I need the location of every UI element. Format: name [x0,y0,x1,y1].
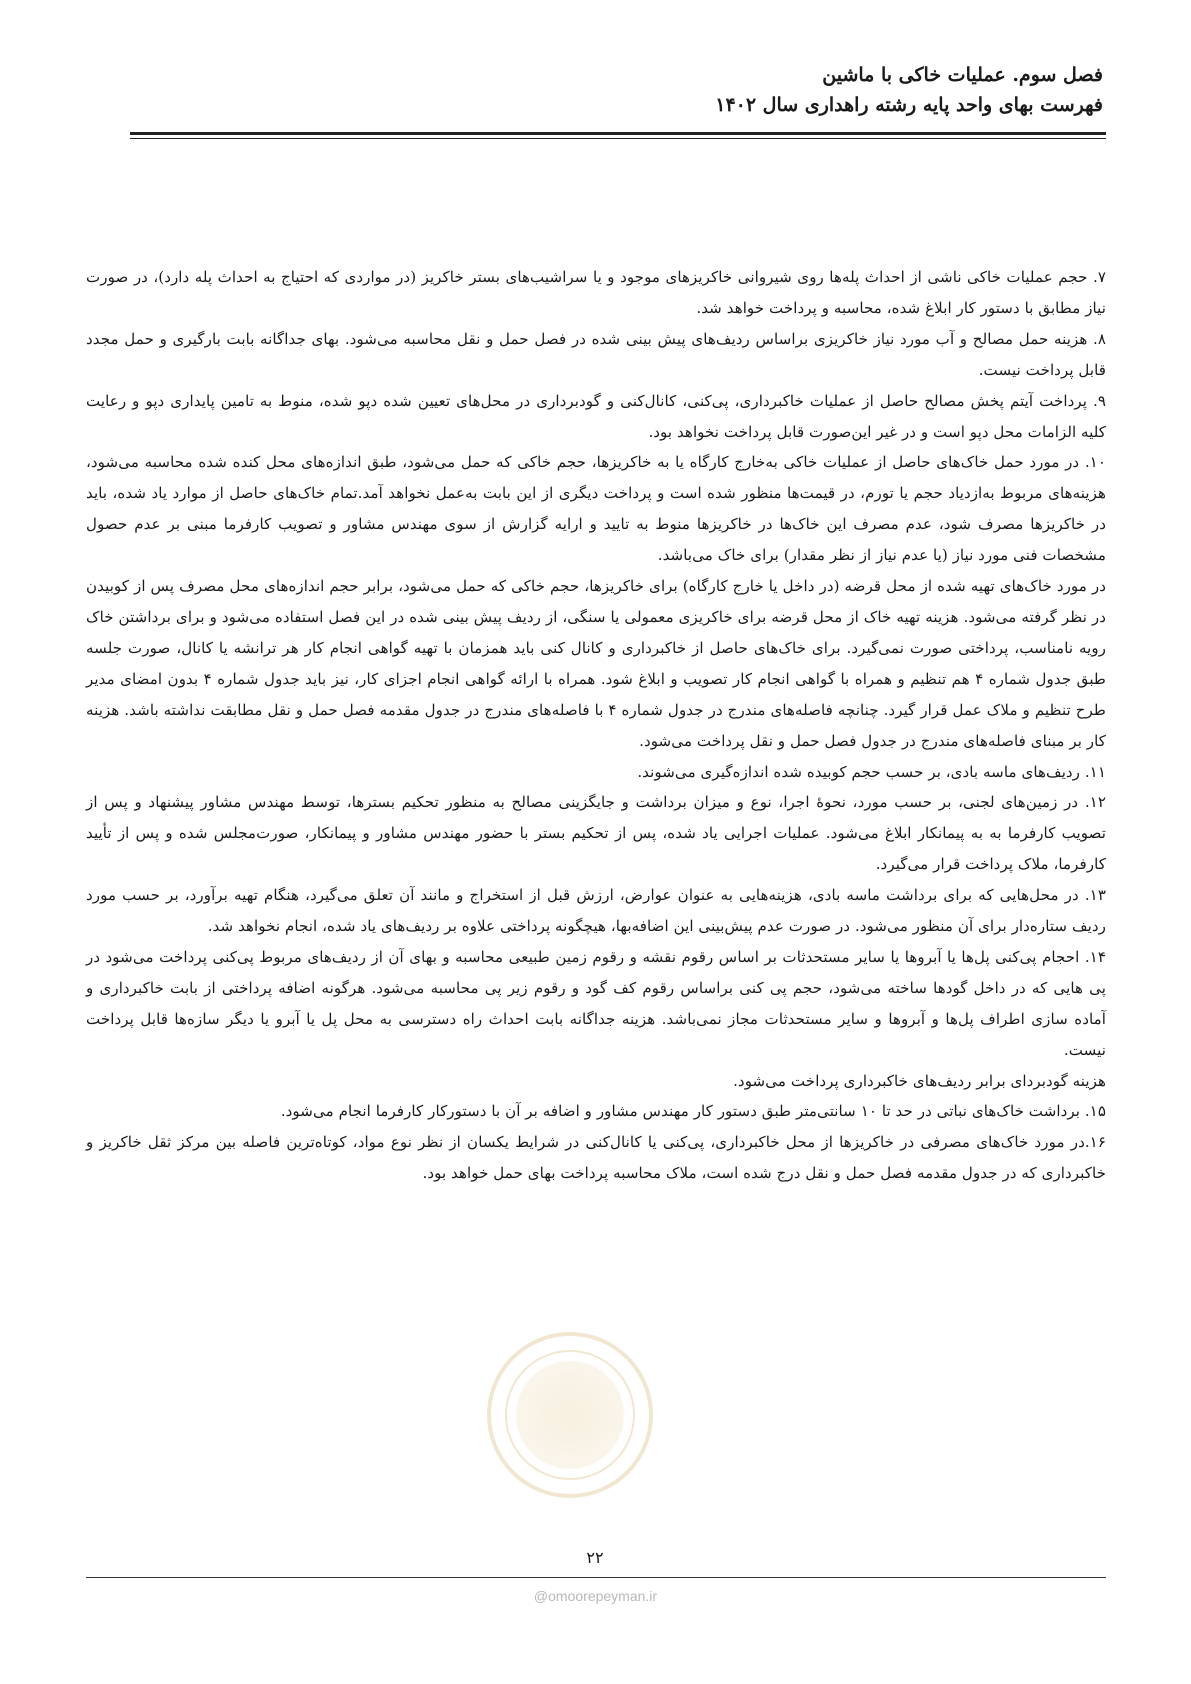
paragraph-item-9: ۹. پرداخت آیتم پخش مصالح حاصل از عملیات خاکبرداری، پی‌کنی، کانال‌کنی و گودبرداری در محل‌های تعیین شده دپو شده، منوط به تامین پایداری دپو و رعایت کلیه الزامات محل دپو است و در غیر این‌صورت قابل پرداخت نخواهد بود. [86,391,1106,441]
paragraph-item-16: ۱۶.در مورد خاک‌های مصرفی در خاکریزها از محل خاکبرداری، پی‌کنی یا کانال‌کنی در شرایط یکسان از نظر نوع مواد، کوتاه‌ترین فاصله بین مرکز ثقل خاکریز و خاکبرداری که در جدول مقدمه فصل حمل و نقل درج شده است، ملاک محاسبه پرداخت بهای حمل خواهد بود. [86,1133,1106,1183]
paragraph-borrow-soil: در مورد خاک‌های تهیه شده از محل قرضه (در داخل یا خارج کارگاه) برای خاکریزها، حجم خاکی که حمل می‌شود، برابر حجم اندازه‌های محل مصرف پس از کوبیدن در نظر گرفته می‌شود. هزینه تهیه خاک از محل قرضه برای خاکریزی معمولی یا سنگی، از ردیف پیش بینی شده در این فصل استفاده می‌شود و برای برداشتن خاک رویه نامناسب، پرداختی صورت نمی‌گیرد. برای خاک‌های حاصل از خاکبرداری و کانال کنی باید همزمان با تهیه گواهی انجام کار هر ترانشه یا کانال، صورت جلسه طبق جدول شماره ۴ هم تنظیم و همراه با گواهی انجام کار تصویب و ابلاغ شود. همراه با ارائه گواهی انجام اجزای کار، نیز باید جدول شماره ۴ بدون امضای مدیر طرح تنظیم و ملاک عمل قرار گیرد. چنانچه فاصله‌های مندرج در جدول شماره ۴ با فاصله‌های مندرج در جدول مقدمه فصل حمل و نقل مطابقت نداشته باشد. هزینه کار بر مبنای فاصله‌های مندرج در جدول فصل حمل و نقل پرداخت می‌شود. [86,577,1107,750]
paragraph-item-13: ۱۳. در محل‌هایی که برای برداشت ماسه بادی، هزینه‌هایی به عنوان عوارض، ارزش قبل از استخراج و مانند آن تعلق می‌گیرد، هنگام تهیه برآورد، بر حسب مورد ردیف ستاره‌دار برای آن منظور می‌شود. در صورت عدم پیش‌بینی این اضافه‌بها، هیچگونه پرداختی علاوه بر ردیف‌های یاد شده، انجام نخواهد شد. [86,886,1106,936]
paragraph-item-15: ۱۵. برداشت خاک‌های نباتی در حد تا ۱۰ سانتی‌متر طبق دستور کار مهندس مشاور و اضافه بر آن با دستورکار کارفرما انجام می‌شود. [280,1102,1106,1121]
seal-inner-ring [505,1350,635,1480]
chapter-title: فصل سوم. عملیات خاکی با ماشین [822,64,1103,86]
body-text [86,262,1106,1189]
header-rule-thin [130,138,1106,139]
page-number: ۲۲ [586,1548,604,1567]
paragraph-excavation-note: هزینه گودبردای برابر ردیف‌های خاکبرداری پرداخت می‌شود. [733,1071,1106,1090]
header-rule-thick [130,132,1106,135]
paragraph-item-12: ۱۲. در زمین‌های لجنی، بر حسب مورد، نحوهٔ اجرا، نوع و میزان برداشت و جایگزینی مصالح به منظور تحکیم بسترها، توسط مهندس مشاور پیشنهاد و پس از تصویب کارفرما به به پیمانکار ابلاغ می‌شود. عملیات اجرایی یاد شده، پس از تحکیم بستر با حضور مهندس مشاور و پیمانکار، صورت‌مجلس شده و پس از تأیید کارفرما، ملاک پرداخت قرار می‌گیرد. [86,793,1106,874]
paragraph-item-7: ۷. حجم عملیات خاکی ناشی از احداث پله‌ها روی شیروانی خاکریزهای موجود و یا سراشیب‌های بستر خاکریز (در مواردی که احتیاج به احداث پله دارد)، در صورت نیاز مطابق با دستور کار ابلاغ شده، محاسبه و پرداخت خواهد شد. [86,268,1106,317]
footer-rule [86,1577,1106,1578]
watermark-seal-icon [487,1332,653,1498]
paragraph-item-10: ۱۰. در مورد حمل خاک‌های حاصل از عملیات خاکی به‌خارج کارگاه یا به خاکریزها، حجم خاکی که حمل می‌شود، طبق اندازه‌های محل کنده شده محاسبه می‌شود، هزینه‌های مربوط به‌ازدیاد حجم یا تورم، در قیمت‌ها منظور شده است و پرداخت دیگری از این بابت به‌عمل نخواهد آمد.تمام خاک‌های حاصل از موارد یاد شده، باید در خاکریزها مصرف شود، عدم مصرف این خاک‌ها در خاکریزها منوط به تایید و ارایه گزارش از سوی مهندس مشاور و تصویب کارفرما مبنی بر عدم حصول مشخصات فنی مورد نیاز (یا عدم نیاز از نظر مقدار) برای خاک می‌باشد. [86,453,1106,565]
page-header [130,60,1103,120]
paragraph-item-14: ۱۴. احجام پی‌کنی پل‌ها یا آبروها یا سایر مستحدثات بر اساس رقوم نقشه و رقوم زمین طبیعی محاسبه و بهای آن از ردیف‌های مربوط پی‌کنی پرداخت می‌شود در پی هایی که در داخل گودها ساخته می‌شود، حجم پی کنی براساس رقوم کف گود و رقوم زیر پی محاسبه می‌شود. هرگونه اضافه پرداختی از بابت خاکبرداری و آماده سازی اطراف پل‌ها و آبروها و سایر مستحدثات مجاز نمی‌باشد. هزینه جداگانه بابت احداث راه دسترسی به محل پل یا آبرو یا دیگر سازه‌ها قابل پرداخت نیست. [86,947,1106,1059]
watermark-text: @omoorepeyman.ir [533,1588,658,1604]
document-title: فهرست بهای واحد پایه رشته راهداری سال ۱۴۰۲ [715,94,1103,116]
paragraph-item-8: ۸. هزینه حمل مصالح و آب مورد نیاز خاکریزی براساس ردیف‌های پیش بینی شده در فصل حمل و نقل محاسبه می‌شود. بهای جداگانه بابت بارگیری و حمل مجدد قابل پرداخت نیست. [86,329,1106,379]
paragraph-item-11: ۱۱. ردیف‌های ماسه بادی، بر حسب حجم کوبیده شده اندازه‌گیری می‌شوند. [637,762,1106,781]
